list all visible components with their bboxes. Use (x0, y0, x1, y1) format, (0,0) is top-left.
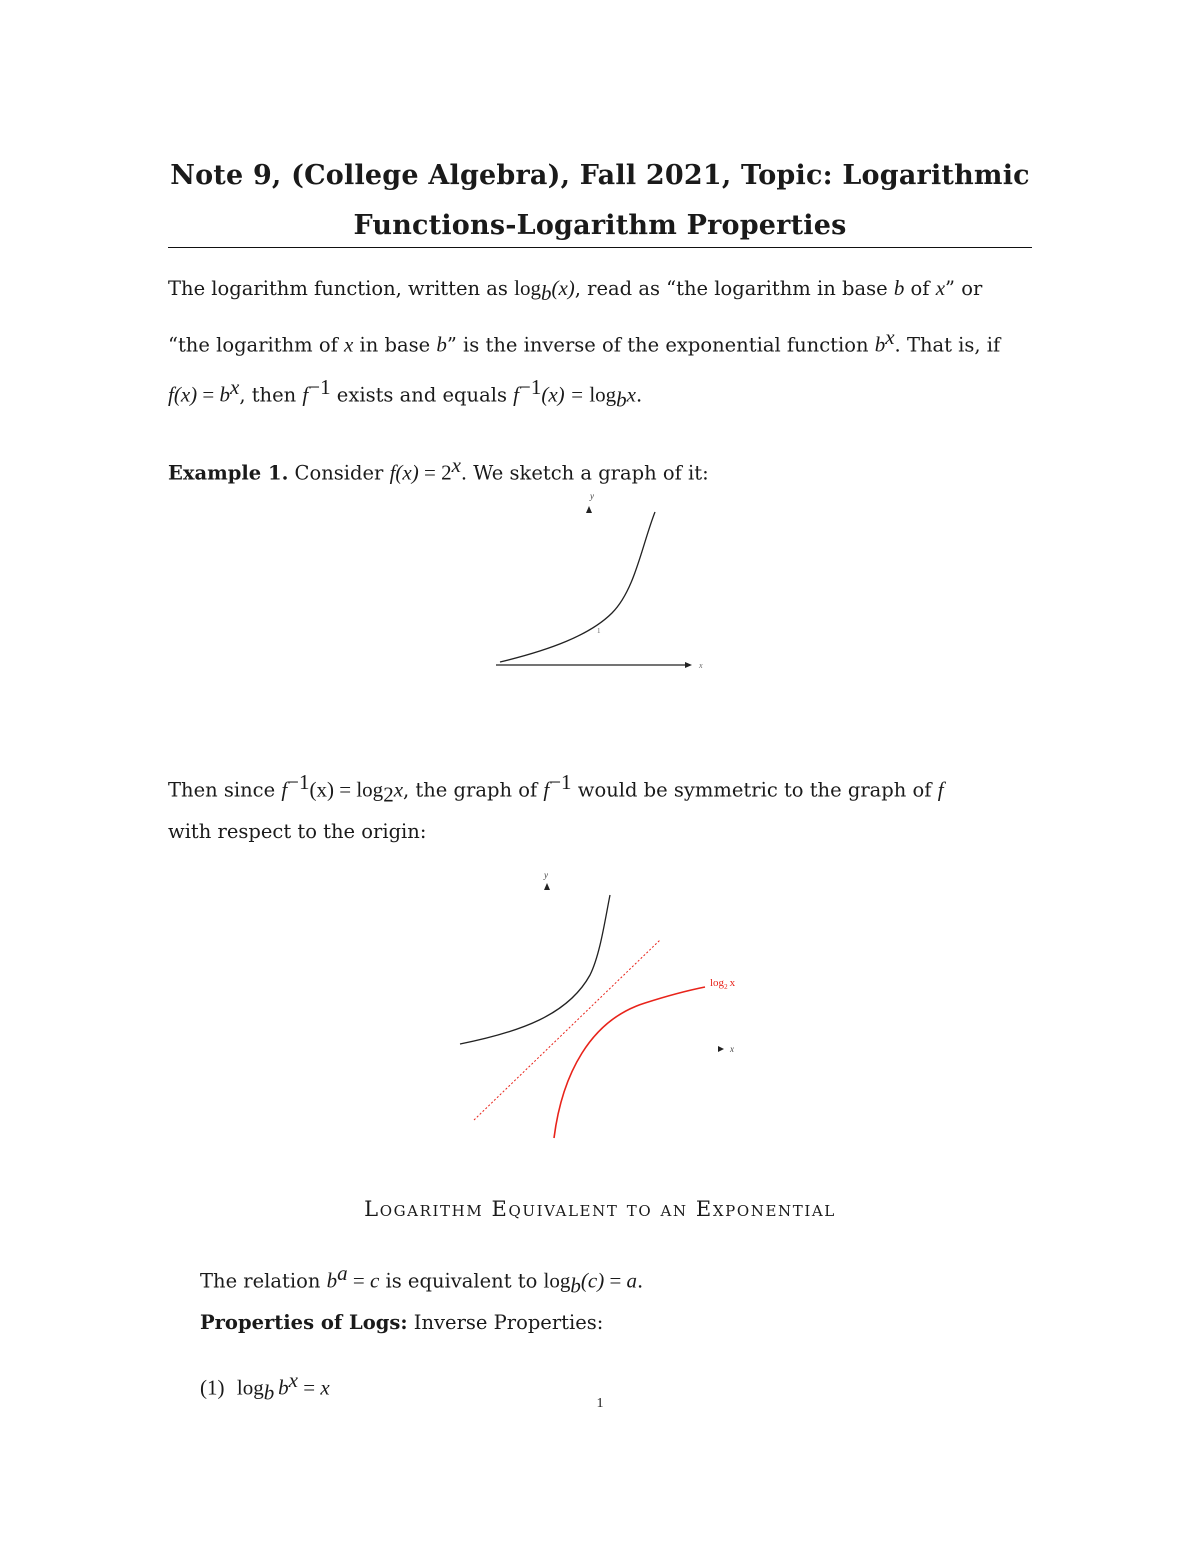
graph1-y-label: y (590, 491, 594, 501)
property-1: (1) $\log_b b^x = x$ (200, 1368, 330, 1405)
relation-line: The relation $b^a = c$ is equivalent to $\log_b(c) = a$. (200, 1261, 644, 1298)
graph1-exp-curve (500, 512, 655, 662)
example-1-line: Example 1. Consider $f(x) = 2^x$. We sketch a graph of it: (168, 453, 709, 485)
properties-line: Properties of Logs: Inverse Properties: (200, 1311, 604, 1334)
graph2-x-label: x (730, 1044, 734, 1054)
page-number: 1 (596, 1396, 604, 1411)
title-line-1: Note 9, (College Algebra), Fall 2021, Topic: Logarithmic (170, 160, 1030, 191)
log-graph (440, 860, 760, 1150)
graph2-y-arrow (544, 883, 550, 890)
graph2-log-curve (554, 987, 705, 1138)
then-line-1: Then since $f^{-1}(x) = \log_2x$, the graph of $f^{-1}$ would be symmetric to the graph of f (168, 770, 944, 807)
graph1-x-arrow (685, 662, 692, 668)
section-heading: Logarithm Equivalent to an Exponential (364, 1197, 836, 1221)
graph1-y-arrow (586, 506, 592, 513)
graph2-symmetry-line (474, 940, 660, 1120)
title-line-2: Functions-Logarithm Properties (353, 210, 847, 241)
intro-line-1: The logarithm function, written as $\log_b(x)$, read as “the logarithm in base b of x” or (168, 276, 983, 305)
graph2-x-arrow (718, 1046, 724, 1052)
title-rule (168, 247, 1032, 248)
graph1-point-label: 1 (597, 627, 601, 635)
exponential-graph (480, 485, 720, 685)
graph1-x-label: x (699, 661, 703, 670)
intro-line-2: “the logarithm of x in base b” is the inverse of the exponential function $b^x$. That is, if (168, 325, 1001, 357)
graph2-y-label: y (544, 870, 548, 880)
graph2-log-label: $\log_2 x$ (710, 977, 736, 991)
graph2-exp-curve (460, 895, 610, 1044)
intro-line-3: $f(x) = b^x$, then $f^{-1}$ exists and equals $f^{-1}(x) = \log_bx$. (168, 375, 643, 412)
then-line-2: with respect to the origin: (168, 820, 427, 843)
